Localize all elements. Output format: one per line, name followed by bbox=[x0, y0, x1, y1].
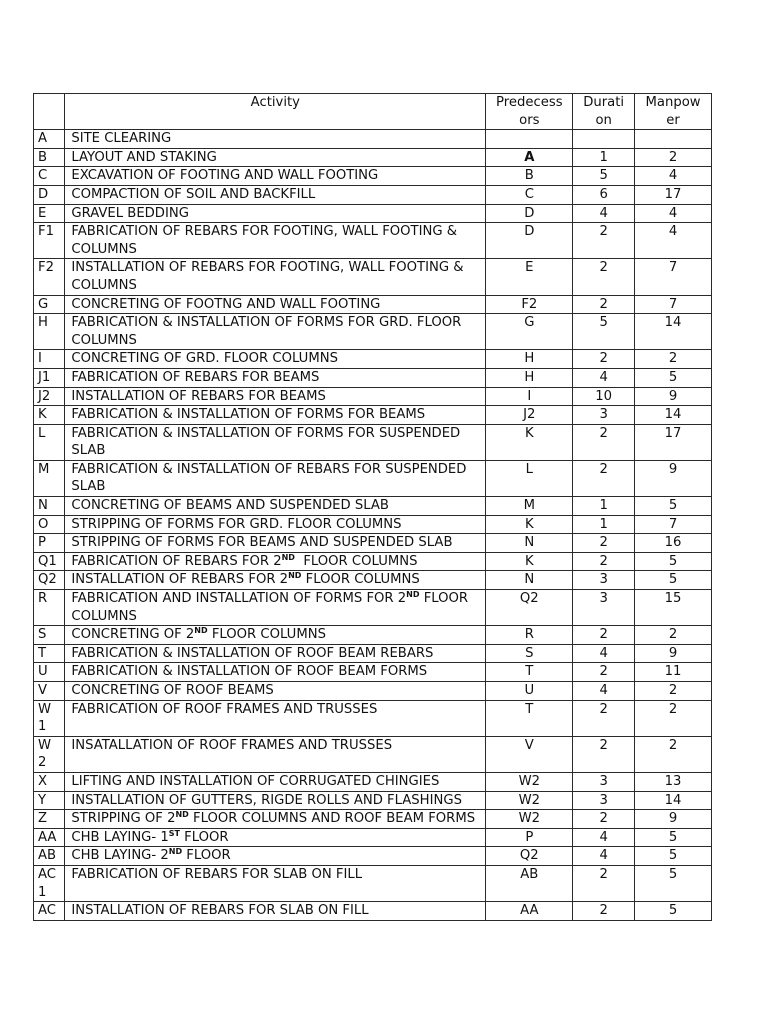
manpower-cell: 17 bbox=[635, 424, 712, 460]
predecessor-cell: M bbox=[486, 497, 573, 516]
activity-description: FABRICATION & INSTALLATION OF FORMS FOR GRD. FLOOR COLUMNS bbox=[65, 314, 486, 350]
manpower-cell: 5 bbox=[635, 902, 712, 921]
header-duration: Durati on bbox=[573, 94, 635, 130]
manpower-cell: 17 bbox=[635, 185, 712, 204]
activity-id: Q2 bbox=[34, 571, 65, 590]
activity-id: L bbox=[34, 424, 65, 460]
predecessor-cell: U bbox=[486, 682, 573, 701]
duration-cell: 4 bbox=[573, 204, 635, 223]
manpower-cell: 5 bbox=[635, 828, 712, 847]
duration-cell: 2 bbox=[573, 626, 635, 645]
table-row bbox=[34, 387, 712, 406]
duration-cell: 4 bbox=[573, 847, 635, 866]
ordinal-suffix: ND bbox=[406, 590, 420, 600]
predecessor-cell: K bbox=[486, 424, 573, 460]
activity-id: J1 bbox=[34, 368, 65, 387]
table-row bbox=[34, 295, 712, 314]
activity-description: EXCAVATION OF FOOTING AND WALL FOOTING bbox=[65, 167, 486, 186]
duration-cell: 2 bbox=[573, 295, 635, 314]
activity-description: CONCRETING OF FOOTNG AND WALL FOOTING bbox=[65, 295, 486, 314]
activity-description: CONCRETING OF GRD. FLOOR COLUMNS bbox=[65, 350, 486, 369]
duration-cell: 2 bbox=[573, 534, 635, 553]
predecessor-cell: V bbox=[486, 736, 573, 772]
manpower-cell: 2 bbox=[635, 682, 712, 701]
table-row bbox=[34, 571, 712, 590]
activity-id: N bbox=[34, 497, 65, 516]
activity-description: INSATALLATION OF ROOF FRAMES AND TRUSSES bbox=[65, 736, 486, 772]
manpower-cell: 2 bbox=[635, 700, 712, 736]
activity-id: B bbox=[34, 148, 65, 167]
activity-description: FABRICATION & INSTALLATION OF ROOF BEAM FORMS bbox=[65, 663, 486, 682]
duration-cell: 4 bbox=[573, 828, 635, 847]
predecessor-cell bbox=[486, 130, 573, 149]
duration-cell: 5 bbox=[573, 314, 635, 350]
activity-id: T bbox=[34, 644, 65, 663]
manpower-cell: 5 bbox=[635, 552, 712, 571]
activity-id: AA bbox=[34, 828, 65, 847]
table-row bbox=[34, 148, 712, 167]
activity-id: C bbox=[34, 167, 65, 186]
activity-description: CHB LAYING- 1ST FLOOR bbox=[65, 828, 486, 847]
activity-table bbox=[33, 93, 712, 921]
manpower-cell: 2 bbox=[635, 736, 712, 772]
duration-cell: 5 bbox=[573, 167, 635, 186]
activity-id: E bbox=[34, 204, 65, 223]
manpower-cell: 13 bbox=[635, 772, 712, 791]
manpower-cell: 2 bbox=[635, 350, 712, 369]
duration-cell: 4 bbox=[573, 682, 635, 701]
predecessor-cell: Q2 bbox=[486, 847, 573, 866]
predecessor-cell: N bbox=[486, 571, 573, 590]
predecessor-cell: F2 bbox=[486, 295, 573, 314]
activity-id: I bbox=[34, 350, 65, 369]
manpower-cell: 5 bbox=[635, 571, 712, 590]
duration-cell: 3 bbox=[573, 791, 635, 810]
duration-cell: 3 bbox=[573, 590, 635, 626]
duration-cell: 2 bbox=[573, 350, 635, 369]
table-row bbox=[34, 167, 712, 186]
activity-description: CONCRETING OF BEAMS AND SUSPENDED SLAB bbox=[65, 497, 486, 516]
table-row bbox=[34, 644, 712, 663]
ordinal-suffix: ND bbox=[175, 810, 189, 820]
predecessor-cell: T bbox=[486, 700, 573, 736]
table-row bbox=[34, 185, 712, 204]
ordinal-suffix: ND bbox=[281, 552, 295, 562]
predecessor-cell: AA bbox=[486, 902, 573, 921]
activity-description: FABRICATION & INSTALLATION OF FORMS FOR BEAMS bbox=[65, 406, 486, 425]
predecessor-cell: I bbox=[486, 387, 573, 406]
predecessor-cell: W2 bbox=[486, 772, 573, 791]
predecessor-cell: H bbox=[486, 350, 573, 369]
table-row bbox=[34, 497, 712, 516]
activity-id: G bbox=[34, 295, 65, 314]
manpower-cell: 9 bbox=[635, 460, 712, 496]
duration-cell: 2 bbox=[573, 810, 635, 829]
manpower-cell: 11 bbox=[635, 663, 712, 682]
table-row bbox=[34, 736, 712, 772]
predecessor-cell: Q2 bbox=[486, 590, 573, 626]
activity-description: LAYOUT AND STAKING bbox=[65, 148, 486, 167]
manpower-cell: 2 bbox=[635, 148, 712, 167]
activity-id: O bbox=[34, 515, 65, 534]
manpower-cell: 4 bbox=[635, 223, 712, 259]
header-predecessors: Predecess ors bbox=[486, 94, 573, 130]
table-row bbox=[34, 700, 712, 736]
ordinal-suffix: ST bbox=[168, 828, 180, 838]
predecessor-cell: N bbox=[486, 534, 573, 553]
duration-cell: 3 bbox=[573, 571, 635, 590]
manpower-cell: 7 bbox=[635, 259, 712, 295]
duration-cell bbox=[573, 130, 635, 149]
table-row bbox=[34, 130, 712, 149]
duration-cell: 2 bbox=[573, 460, 635, 496]
activity-description: INSTALLATION OF GUTTERS, RIGDE ROLLS AND FLASHINGS bbox=[65, 791, 486, 810]
predecessor-cell: W2 bbox=[486, 791, 573, 810]
manpower-cell: 2 bbox=[635, 626, 712, 645]
manpower-cell: 4 bbox=[635, 204, 712, 223]
duration-cell: 2 bbox=[573, 736, 635, 772]
table-row bbox=[34, 828, 712, 847]
table-row bbox=[34, 772, 712, 791]
activity-description: FABRICATION & INSTALLATION OF FORMS FOR SUSPENDED SLAB bbox=[65, 424, 486, 460]
activity-description: STRIPPING OF 2ND FLOOR COLUMNS AND ROOF BEAM FORMS bbox=[65, 810, 486, 829]
manpower-cell: 14 bbox=[635, 406, 712, 425]
manpower-cell: 9 bbox=[635, 387, 712, 406]
duration-cell: 1 bbox=[573, 497, 635, 516]
activity-id: P bbox=[34, 534, 65, 553]
activity-description: FABRICATION OF REBARS FOR 2ND FLOOR COLUMNS bbox=[65, 552, 486, 571]
table-row bbox=[34, 534, 712, 553]
table-row bbox=[34, 590, 712, 626]
duration-cell: 2 bbox=[573, 259, 635, 295]
duration-cell: 2 bbox=[573, 865, 635, 901]
table-row bbox=[34, 847, 712, 866]
activity-id: M bbox=[34, 460, 65, 496]
manpower-cell: 4 bbox=[635, 167, 712, 186]
activity-id: H bbox=[34, 314, 65, 350]
header-activity: Activity bbox=[65, 94, 486, 130]
header-id bbox=[34, 94, 65, 130]
activity-id: V bbox=[34, 682, 65, 701]
table-row bbox=[34, 663, 712, 682]
predecessor-cell: D bbox=[486, 223, 573, 259]
predecessor-cell: T bbox=[486, 663, 573, 682]
ordinal-suffix: ND bbox=[288, 571, 302, 581]
activity-id: S bbox=[34, 626, 65, 645]
activity-description: COMPACTION OF SOIL AND BACKFILL bbox=[65, 185, 486, 204]
table-row bbox=[34, 626, 712, 645]
predecessor-cell: B bbox=[486, 167, 573, 186]
activity-description: FABRICATION OF REBARS FOR BEAMS bbox=[65, 368, 486, 387]
manpower-cell: 5 bbox=[635, 497, 712, 516]
predecessor-cell: AB bbox=[486, 865, 573, 901]
activity-id: U bbox=[34, 663, 65, 682]
activity-description: STRIPPING OF FORMS FOR BEAMS AND SUSPENDED SLAB bbox=[65, 534, 486, 553]
manpower-cell: 9 bbox=[635, 644, 712, 663]
table-row bbox=[34, 424, 712, 460]
predecessor-cell: E bbox=[486, 259, 573, 295]
manpower-cell: 14 bbox=[635, 314, 712, 350]
activity-description: INSTALLATION OF REBARS FOR 2ND FLOOR COLUMNS bbox=[65, 571, 486, 590]
duration-cell: 4 bbox=[573, 368, 635, 387]
header-manpower: Manpow er bbox=[635, 94, 712, 130]
ordinal-suffix: ND bbox=[168, 847, 183, 857]
duration-cell: 1 bbox=[573, 515, 635, 534]
activity-id: F2 bbox=[34, 259, 65, 295]
predecessor-cell: D bbox=[486, 204, 573, 223]
table-row bbox=[34, 204, 712, 223]
activity-id: D bbox=[34, 185, 65, 204]
activity-id: F1 bbox=[34, 223, 65, 259]
predecessor-cell: R bbox=[486, 626, 573, 645]
table-row bbox=[34, 460, 712, 496]
activity-id: Z bbox=[34, 810, 65, 829]
activity-description: SITE CLEARING bbox=[65, 130, 486, 149]
activity-description: FABRICATION OF REBARS FOR SLAB ON FILL bbox=[65, 865, 486, 901]
predecessor-cell: H bbox=[486, 368, 573, 387]
predecessor-cell: K bbox=[486, 515, 573, 534]
manpower-cell: 16 bbox=[635, 534, 712, 553]
predecessor-cell: J2 bbox=[486, 406, 573, 425]
activity-id: J2 bbox=[34, 387, 65, 406]
predecessor-cell: A bbox=[486, 148, 573, 167]
manpower-cell: 15 bbox=[635, 590, 712, 626]
activity-description: STRIPPING OF FORMS FOR GRD. FLOOR COLUMNS bbox=[65, 515, 486, 534]
activity-description: FABRICATION & INSTALLATION OF ROOF BEAM REBARS bbox=[65, 644, 486, 663]
activity-id: X bbox=[34, 772, 65, 791]
predecessor-cell: W2 bbox=[486, 810, 573, 829]
activity-description: CHB LAYING- 2ND FLOOR bbox=[65, 847, 486, 866]
predecessor-cell: L bbox=[486, 460, 573, 496]
predecessor-cell: C bbox=[486, 185, 573, 204]
activity-id: Y bbox=[34, 791, 65, 810]
activity-description: INSTALLATION OF REBARS FOR BEAMS bbox=[65, 387, 486, 406]
activity-description: LIFTING AND INSTALLATION OF CORRUGATED CHINGIES bbox=[65, 772, 486, 791]
duration-cell: 4 bbox=[573, 644, 635, 663]
manpower-cell: 14 bbox=[635, 791, 712, 810]
activity-description: FABRICATION OF ROOF FRAMES AND TRUSSES bbox=[65, 700, 486, 736]
duration-cell: 2 bbox=[573, 552, 635, 571]
manpower-cell: 5 bbox=[635, 368, 712, 387]
table-row bbox=[34, 350, 712, 369]
table-row bbox=[34, 865, 712, 901]
activity-id: W 1 bbox=[34, 700, 65, 736]
activity-description: CONCRETING OF 2ND FLOOR COLUMNS bbox=[65, 626, 486, 645]
activity-id: Q1 bbox=[34, 552, 65, 571]
activity-id: R bbox=[34, 590, 65, 626]
manpower-cell bbox=[635, 130, 712, 149]
ordinal-suffix: ND bbox=[194, 626, 208, 636]
duration-cell: 2 bbox=[573, 700, 635, 736]
activity-description: INSTALLATION OF REBARS FOR SLAB ON FILL bbox=[65, 902, 486, 921]
activity-id: AC bbox=[34, 902, 65, 921]
duration-cell: 3 bbox=[573, 772, 635, 791]
table-row bbox=[34, 682, 712, 701]
table-row bbox=[34, 515, 712, 534]
predecessor-cell: P bbox=[486, 828, 573, 847]
activity-id: W 2 bbox=[34, 736, 65, 772]
duration-cell: 3 bbox=[573, 406, 635, 425]
activity-id: K bbox=[34, 406, 65, 425]
manpower-cell: 7 bbox=[635, 515, 712, 534]
activity-id: A bbox=[34, 130, 65, 149]
header-row bbox=[34, 94, 712, 130]
table-row bbox=[34, 259, 712, 295]
predecessor-cell: G bbox=[486, 314, 573, 350]
table-row bbox=[34, 552, 712, 571]
activity-description: GRAVEL BEDDING bbox=[65, 204, 486, 223]
table-row bbox=[34, 314, 712, 350]
duration-cell: 6 bbox=[573, 185, 635, 204]
table-row bbox=[34, 406, 712, 425]
table-row bbox=[34, 902, 712, 921]
activity-description: FABRICATION OF REBARS FOR FOOTING, WALL FOOTING & COLUMNS bbox=[65, 223, 486, 259]
duration-cell: 1 bbox=[573, 148, 635, 167]
table-row bbox=[34, 368, 712, 387]
table-row bbox=[34, 810, 712, 829]
activity-description: CONCRETING OF ROOF BEAMS bbox=[65, 682, 486, 701]
manpower-cell: 7 bbox=[635, 295, 712, 314]
predecessor-cell: K bbox=[486, 552, 573, 571]
table-row bbox=[34, 791, 712, 810]
manpower-cell: 5 bbox=[635, 847, 712, 866]
activity-id: AC 1 bbox=[34, 865, 65, 901]
activity-description: FABRICATION & INSTALLATION OF REBARS FOR SUSPENDED SLAB bbox=[65, 460, 486, 496]
activity-id: AB bbox=[34, 847, 65, 866]
duration-cell: 2 bbox=[573, 223, 635, 259]
duration-cell: 2 bbox=[573, 663, 635, 682]
activity-description: INSTALLATION OF REBARS FOR FOOTING, WALL FOOTING & COLUMNS bbox=[65, 259, 486, 295]
table-row bbox=[34, 223, 712, 259]
manpower-cell: 9 bbox=[635, 810, 712, 829]
activity-description: FABRICATION AND INSTALLATION OF FORMS FOR 2ND FLOOR COLUMNS bbox=[65, 590, 486, 626]
duration-cell: 2 bbox=[573, 902, 635, 921]
predecessor-cell: S bbox=[486, 644, 573, 663]
manpower-cell: 5 bbox=[635, 865, 712, 901]
duration-cell: 2 bbox=[573, 424, 635, 460]
duration-cell: 10 bbox=[573, 387, 635, 406]
